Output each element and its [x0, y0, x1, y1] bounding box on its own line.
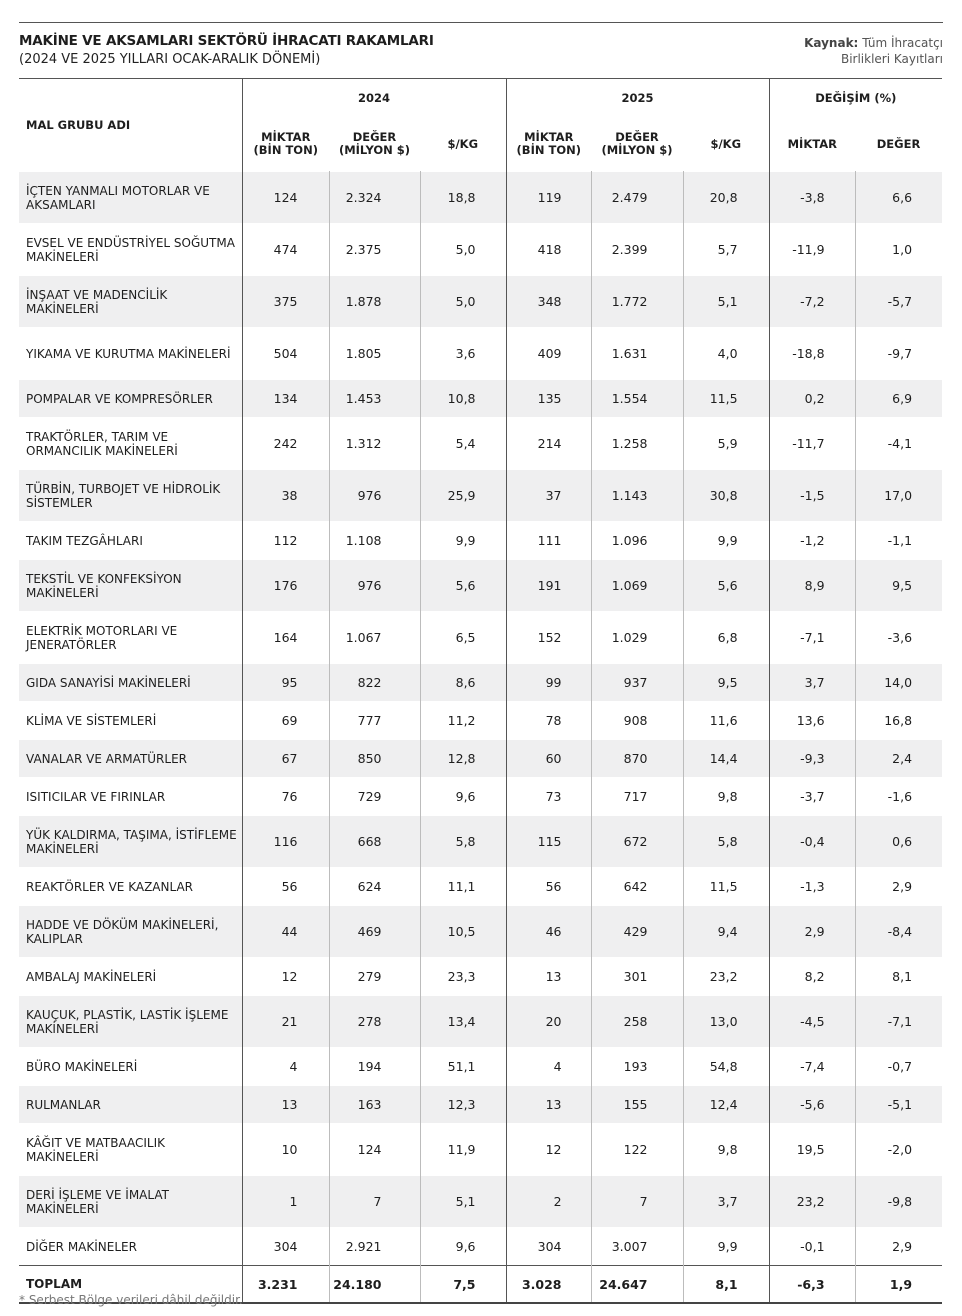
cell-q24: 12 — [242, 958, 329, 996]
cell-q25: 20 — [506, 996, 591, 1048]
cell-v25: 908 — [591, 702, 683, 740]
cell-k24: 5,0 — [420, 224, 506, 276]
header-year-2025: 2025 — [506, 79, 769, 118]
cell-k24: 5,8 — [420, 816, 506, 868]
cell-v24: 976 — [329, 560, 420, 612]
row-name: HADDE VE DÖKÜM MAKİNELERİ, KALIPLAR — [19, 906, 242, 958]
cell-k25: 9,9 — [683, 522, 769, 560]
row-name: DİĞER MAKİNELER — [19, 1228, 242, 1266]
cell-q24: 4 — [242, 1048, 329, 1086]
table-row — [19, 418, 942, 470]
cell-cv: 2,4 — [855, 740, 942, 778]
cell-q24: 10 — [242, 1124, 329, 1176]
cell-cq: -9,3 — [769, 740, 855, 778]
cell-cq: 19,5 — [769, 1124, 855, 1176]
cell-v24: 777 — [329, 702, 420, 740]
row-name: POMPALAR VE KOMPRESÖRLER — [19, 380, 242, 418]
cell-cv: 17,0 — [855, 470, 942, 522]
table-row — [19, 816, 942, 868]
source-label: Kaynak: — [804, 36, 859, 50]
cell-q24: 13 — [242, 1086, 329, 1124]
cell-v24: 1.067 — [329, 612, 420, 664]
cell-v25: 122 — [591, 1124, 683, 1176]
cell-cq: 8,9 — [769, 560, 855, 612]
cell-k25: 5,6 — [683, 560, 769, 612]
cell-v24: 2.921 — [329, 1228, 420, 1266]
row-name: DERİ İŞLEME VE İMALAT MAKİNELERİ — [19, 1176, 242, 1228]
export-table — [19, 78, 942, 1304]
cell-v25: 1.029 — [591, 612, 683, 664]
cell-cq: -6,3 — [769, 1266, 855, 1304]
cell-k24: 10,5 — [420, 906, 506, 958]
cell-q25: 214 — [506, 418, 591, 470]
cell-v25: 429 — [591, 906, 683, 958]
cell-q24: 242 — [242, 418, 329, 470]
cell-k25: 9,8 — [683, 778, 769, 816]
cell-q25: 46 — [506, 906, 591, 958]
cell-v25: 301 — [591, 958, 683, 996]
cell-q24: 44 — [242, 906, 329, 958]
header-row-years — [19, 79, 942, 118]
cell-k25: 5,9 — [683, 418, 769, 470]
cell-v24: 850 — [329, 740, 420, 778]
cell-v25: 155 — [591, 1086, 683, 1124]
cell-k24: 7,5 — [420, 1266, 506, 1304]
cell-q24: 375 — [242, 276, 329, 328]
cell-cv: -9,8 — [855, 1176, 942, 1228]
cell-cv: -1,1 — [855, 522, 942, 560]
cell-v24: 7 — [329, 1176, 420, 1228]
cell-cq: -7,2 — [769, 276, 855, 328]
cell-q25: 152 — [506, 612, 591, 664]
cell-v24: 2.324 — [329, 172, 420, 224]
cell-k24: 11,1 — [420, 868, 506, 906]
table-row — [19, 906, 942, 958]
cell-cv: -3,6 — [855, 612, 942, 664]
cell-q25: 60 — [506, 740, 591, 778]
cell-cq: -3,7 — [769, 778, 855, 816]
row-name: TAKIM TEZGÂHLARI — [19, 522, 242, 560]
cell-v24: 278 — [329, 996, 420, 1048]
cell-q25: 78 — [506, 702, 591, 740]
cell-v24: 1.878 — [329, 276, 420, 328]
cell-cv: 1,9 — [855, 1266, 942, 1304]
table-row — [19, 778, 942, 816]
row-name: BÜRO MAKİNELERİ — [19, 1048, 242, 1086]
cell-q24: 504 — [242, 328, 329, 380]
cell-q24: 67 — [242, 740, 329, 778]
cell-q25: 13 — [506, 958, 591, 996]
cell-cq: 0,2 — [769, 380, 855, 418]
cell-cq: 13,6 — [769, 702, 855, 740]
cell-q24: 69 — [242, 702, 329, 740]
cell-cv: 6,9 — [855, 380, 942, 418]
header-perkg-2025: $/KG — [683, 117, 769, 172]
header-qty-2024: MİKTAR (BİN TON) — [253, 130, 318, 157]
cell-v24: 24.180 — [329, 1266, 420, 1304]
cell-q24: 3.231 — [242, 1266, 329, 1304]
cell-cq: -7,4 — [769, 1048, 855, 1086]
cell-k24: 5,6 — [420, 560, 506, 612]
cell-q25: 409 — [506, 328, 591, 380]
table-row — [19, 958, 942, 996]
cell-cq: 23,2 — [769, 1176, 855, 1228]
cell-v25: 2.399 — [591, 224, 683, 276]
cell-cq: -0,4 — [769, 816, 855, 868]
cell-q24: 176 — [242, 560, 329, 612]
row-name: TÜRBİN, TURBOJET VE HİDROLİK SİSTEMLER — [19, 470, 242, 522]
cell-v25: 1.096 — [591, 522, 683, 560]
cell-q24: 56 — [242, 868, 329, 906]
cell-k24: 13,4 — [420, 996, 506, 1048]
cell-cq: 8,2 — [769, 958, 855, 996]
cell-k25: 3,7 — [683, 1176, 769, 1228]
cell-k24: 12,8 — [420, 740, 506, 778]
cell-q24: 474 — [242, 224, 329, 276]
cell-v24: 976 — [329, 470, 420, 522]
cell-k24: 3,6 — [420, 328, 506, 380]
cell-v24: 194 — [329, 1048, 420, 1086]
row-name: YIKAMA VE KURUTMA MAKİNELERİ — [19, 328, 242, 380]
table-row — [19, 172, 942, 224]
cell-cv: -1,6 — [855, 778, 942, 816]
cell-cv: 9,5 — [855, 560, 942, 612]
cell-v25: 7 — [591, 1176, 683, 1228]
cell-v25: 1.554 — [591, 380, 683, 418]
cell-q24: 1 — [242, 1176, 329, 1228]
cell-q24: 21 — [242, 996, 329, 1048]
cell-k24: 5,1 — [420, 1176, 506, 1228]
cell-cv: 1,0 — [855, 224, 942, 276]
cell-q24: 124 — [242, 172, 329, 224]
cell-q24: 38 — [242, 470, 329, 522]
cell-k25: 12,4 — [683, 1086, 769, 1124]
cell-cq: -5,6 — [769, 1086, 855, 1124]
cell-v24: 729 — [329, 778, 420, 816]
row-name: İNŞAAT VE MADENCİLİK MAKİNELERİ — [19, 276, 242, 328]
cell-cv: -5,1 — [855, 1086, 942, 1124]
source-note — [804, 35, 943, 67]
cell-q25: 119 — [506, 172, 591, 224]
cell-cv: 8,1 — [855, 958, 942, 996]
cell-cq: -0,1 — [769, 1228, 855, 1266]
table-body — [19, 172, 942, 1304]
table-row — [19, 522, 942, 560]
cell-k25: 5,1 — [683, 276, 769, 328]
row-name: AMBALAJ MAKİNELERİ — [19, 958, 242, 996]
header-change: DEĞİŞİM (%) — [769, 79, 942, 118]
cell-v24: 1.108 — [329, 522, 420, 560]
row-name: GIDA SANAYİSİ MAKİNELERİ — [19, 664, 242, 702]
table-row — [19, 470, 942, 522]
source-line1: Tüm İhracatçı — [862, 36, 943, 50]
cell-q25: 12 — [506, 1124, 591, 1176]
cell-k24: 23,3 — [420, 958, 506, 996]
cell-q25: 3.028 — [506, 1266, 591, 1304]
header-year-2024: 2024 — [242, 79, 506, 118]
cell-k25: 5,8 — [683, 816, 769, 868]
cell-v25: 870 — [591, 740, 683, 778]
cell-v25: 1.069 — [591, 560, 683, 612]
cell-v24: 469 — [329, 906, 420, 958]
table-row — [19, 1228, 942, 1266]
cell-k24: 12,3 — [420, 1086, 506, 1124]
cell-k25: 4,0 — [683, 328, 769, 380]
table-row — [19, 224, 942, 276]
cell-k24: 9,9 — [420, 522, 506, 560]
cell-k24: 9,6 — [420, 778, 506, 816]
cell-v24: 124 — [329, 1124, 420, 1176]
cell-cq: -1,5 — [769, 470, 855, 522]
cell-cq: -4,5 — [769, 996, 855, 1048]
cell-k25: 5,7 — [683, 224, 769, 276]
table-row — [19, 1176, 942, 1228]
cell-v25: 1.631 — [591, 328, 683, 380]
cell-k25: 11,5 — [683, 868, 769, 906]
cell-k25: 9,8 — [683, 1124, 769, 1176]
table-title: MAKİNE VE AKSAMLARI SEKTÖRÜ İHRACATI RAKAMLARI — [19, 33, 434, 49]
cell-v25: 1.258 — [591, 418, 683, 470]
cell-v25: 642 — [591, 868, 683, 906]
header-value-2025: DEĞER (MİLYON $) — [601, 130, 673, 157]
header-name: MAL GRUBU ADI — [19, 79, 242, 172]
cell-k25: 14,4 — [683, 740, 769, 778]
cell-k25: 11,5 — [683, 380, 769, 418]
cell-k24: 11,9 — [420, 1124, 506, 1176]
cell-k25: 30,8 — [683, 470, 769, 522]
table-row — [19, 740, 942, 778]
cell-v24: 1.312 — [329, 418, 420, 470]
cell-cv: 14,0 — [855, 664, 942, 702]
cell-cq: 2,9 — [769, 906, 855, 958]
cell-cq: -18,8 — [769, 328, 855, 380]
cell-q25: 191 — [506, 560, 591, 612]
cell-cv: -8,4 — [855, 906, 942, 958]
cell-q24: 134 — [242, 380, 329, 418]
cell-cv: -0,7 — [855, 1048, 942, 1086]
cell-q24: 304 — [242, 1228, 329, 1266]
cell-q25: 111 — [506, 522, 591, 560]
footnote: * Serbest Bölge verileri dâhil değildir. — [19, 1293, 243, 1307]
table-row — [19, 664, 942, 702]
cell-k25: 9,4 — [683, 906, 769, 958]
table-row — [19, 328, 942, 380]
row-name: ELEKTRİK MOTORLARI VE JENERATÖRLER — [19, 612, 242, 664]
row-name: TOPLAM — [19, 1266, 242, 1304]
cell-cv: 0,6 — [855, 816, 942, 868]
cell-cq: -11,9 — [769, 224, 855, 276]
cell-k24: 11,2 — [420, 702, 506, 740]
cell-v25: 717 — [591, 778, 683, 816]
cell-k24: 10,8 — [420, 380, 506, 418]
table-subtitle: (2024 VE 2025 YILLARI OCAK-ARALIK DÖNEMİ) — [19, 52, 321, 67]
cell-cv: 16,8 — [855, 702, 942, 740]
cell-v24: 163 — [329, 1086, 420, 1124]
cell-cv: 2,9 — [855, 1228, 942, 1266]
cell-q25: 99 — [506, 664, 591, 702]
cell-k25: 9,5 — [683, 664, 769, 702]
cell-cv: -4,1 — [855, 418, 942, 470]
cell-v24: 1.453 — [329, 380, 420, 418]
cell-q25: 4 — [506, 1048, 591, 1086]
row-name: KAUÇUK, PLASTİK, LASTİK İŞLEME MAKİNELERİ — [19, 996, 242, 1048]
cell-q24: 95 — [242, 664, 329, 702]
cell-k25: 9,9 — [683, 1228, 769, 1266]
cell-k25: 23,2 — [683, 958, 769, 996]
cell-cq: -7,1 — [769, 612, 855, 664]
cell-q25: 73 — [506, 778, 591, 816]
table-row — [19, 702, 942, 740]
cell-q25: 418 — [506, 224, 591, 276]
cell-q25: 37 — [506, 470, 591, 522]
cell-cv: -2,0 — [855, 1124, 942, 1176]
header-qty-2025: MİKTAR (BİN TON) — [516, 130, 581, 157]
top-rule — [19, 22, 943, 23]
table-row — [19, 380, 942, 418]
cell-k24: 5,0 — [420, 276, 506, 328]
cell-q24: 112 — [242, 522, 329, 560]
cell-v25: 258 — [591, 996, 683, 1048]
cell-q25: 115 — [506, 816, 591, 868]
table-row — [19, 560, 942, 612]
table-row — [19, 868, 942, 906]
row-name: EVSEL VE ENDÜSTRİYEL SOĞUTMA MAKİNELERİ — [19, 224, 242, 276]
header-change-value: DEĞER — [876, 136, 921, 151]
cell-q25: 304 — [506, 1228, 591, 1266]
cell-v25: 937 — [591, 664, 683, 702]
cell-cq: -11,7 — [769, 418, 855, 470]
row-name: TRAKTÖRLER, TARIM VE ORMANCILIK MAKİNELERİ — [19, 418, 242, 470]
cell-cq: -3,8 — [769, 172, 855, 224]
cell-v25: 2.479 — [591, 172, 683, 224]
cell-v25: 1.143 — [591, 470, 683, 522]
cell-k24: 25,9 — [420, 470, 506, 522]
cell-k25: 8,1 — [683, 1266, 769, 1304]
cell-k25: 54,8 — [683, 1048, 769, 1086]
row-name: YÜK KALDIRMA, TAŞIMA, İSTİFLEME MAKİNELERİ — [19, 816, 242, 868]
row-name: İÇTEN YANMALI MOTORLAR VE AKSAMLARI — [19, 172, 242, 224]
cell-q25: 56 — [506, 868, 591, 906]
table-row — [19, 1124, 942, 1176]
row-name: RULMANLAR — [19, 1086, 242, 1124]
table-row — [19, 612, 942, 664]
cell-q24: 116 — [242, 816, 329, 868]
cell-v25: 3.007 — [591, 1228, 683, 1266]
cell-k25: 13,0 — [683, 996, 769, 1048]
cell-q25: 135 — [506, 380, 591, 418]
row-name: TEKSTİL VE KONFEKSİYON MAKİNELERİ — [19, 560, 242, 612]
cell-cv: -7,1 — [855, 996, 942, 1048]
cell-cv: -5,7 — [855, 276, 942, 328]
cell-v24: 279 — [329, 958, 420, 996]
cell-q25: 13 — [506, 1086, 591, 1124]
cell-cv: -9,7 — [855, 328, 942, 380]
cell-v24: 668 — [329, 816, 420, 868]
cell-q24: 164 — [242, 612, 329, 664]
cell-v24: 822 — [329, 664, 420, 702]
cell-v25: 672 — [591, 816, 683, 868]
cell-v25: 24.647 — [591, 1266, 683, 1304]
header-change-qty: MİKTAR — [787, 136, 837, 151]
row-name: ISITICILAR VE FIRINLAR — [19, 778, 242, 816]
header-perkg-2024: $/KG — [420, 117, 506, 172]
cell-q25: 348 — [506, 276, 591, 328]
cell-cv: 6,6 — [855, 172, 942, 224]
cell-k24: 5,4 — [420, 418, 506, 470]
cell-cq: -1,2 — [769, 522, 855, 560]
row-name: KÂĞIT VE MATBAACILIK MAKİNELERİ — [19, 1124, 242, 1176]
cell-k24: 6,5 — [420, 612, 506, 664]
source-line2: Birlikleri Kayıtları — [840, 52, 943, 66]
cell-v25: 193 — [591, 1048, 683, 1086]
cell-cq: -1,3 — [769, 868, 855, 906]
cell-k24: 9,6 — [420, 1228, 506, 1266]
table-row — [19, 1086, 942, 1124]
cell-k24: 18,8 — [420, 172, 506, 224]
cell-cv: 2,9 — [855, 868, 942, 906]
cell-v24: 1.805 — [329, 328, 420, 380]
cell-v25: 1.772 — [591, 276, 683, 328]
row-name: KLİMA VE SİSTEMLERİ — [19, 702, 242, 740]
table-row — [19, 996, 942, 1048]
cell-k25: 6,8 — [683, 612, 769, 664]
cell-k25: 11,6 — [683, 702, 769, 740]
cell-k24: 8,6 — [420, 664, 506, 702]
table-row — [19, 1048, 942, 1086]
cell-q24: 76 — [242, 778, 329, 816]
cell-v24: 624 — [329, 868, 420, 906]
cell-k24: 51,1 — [420, 1048, 506, 1086]
row-name: REAKTÖRLER VE KAZANLAR — [19, 868, 242, 906]
row-name: VANALAR VE ARMATÜRLER — [19, 740, 242, 778]
cell-q25: 2 — [506, 1176, 591, 1228]
cell-cq: 3,7 — [769, 664, 855, 702]
cell-v24: 2.375 — [329, 224, 420, 276]
table-row — [19, 276, 942, 328]
cell-k25: 20,8 — [683, 172, 769, 224]
header-value-2024: DEĞER (MİLYON $) — [338, 130, 411, 157]
